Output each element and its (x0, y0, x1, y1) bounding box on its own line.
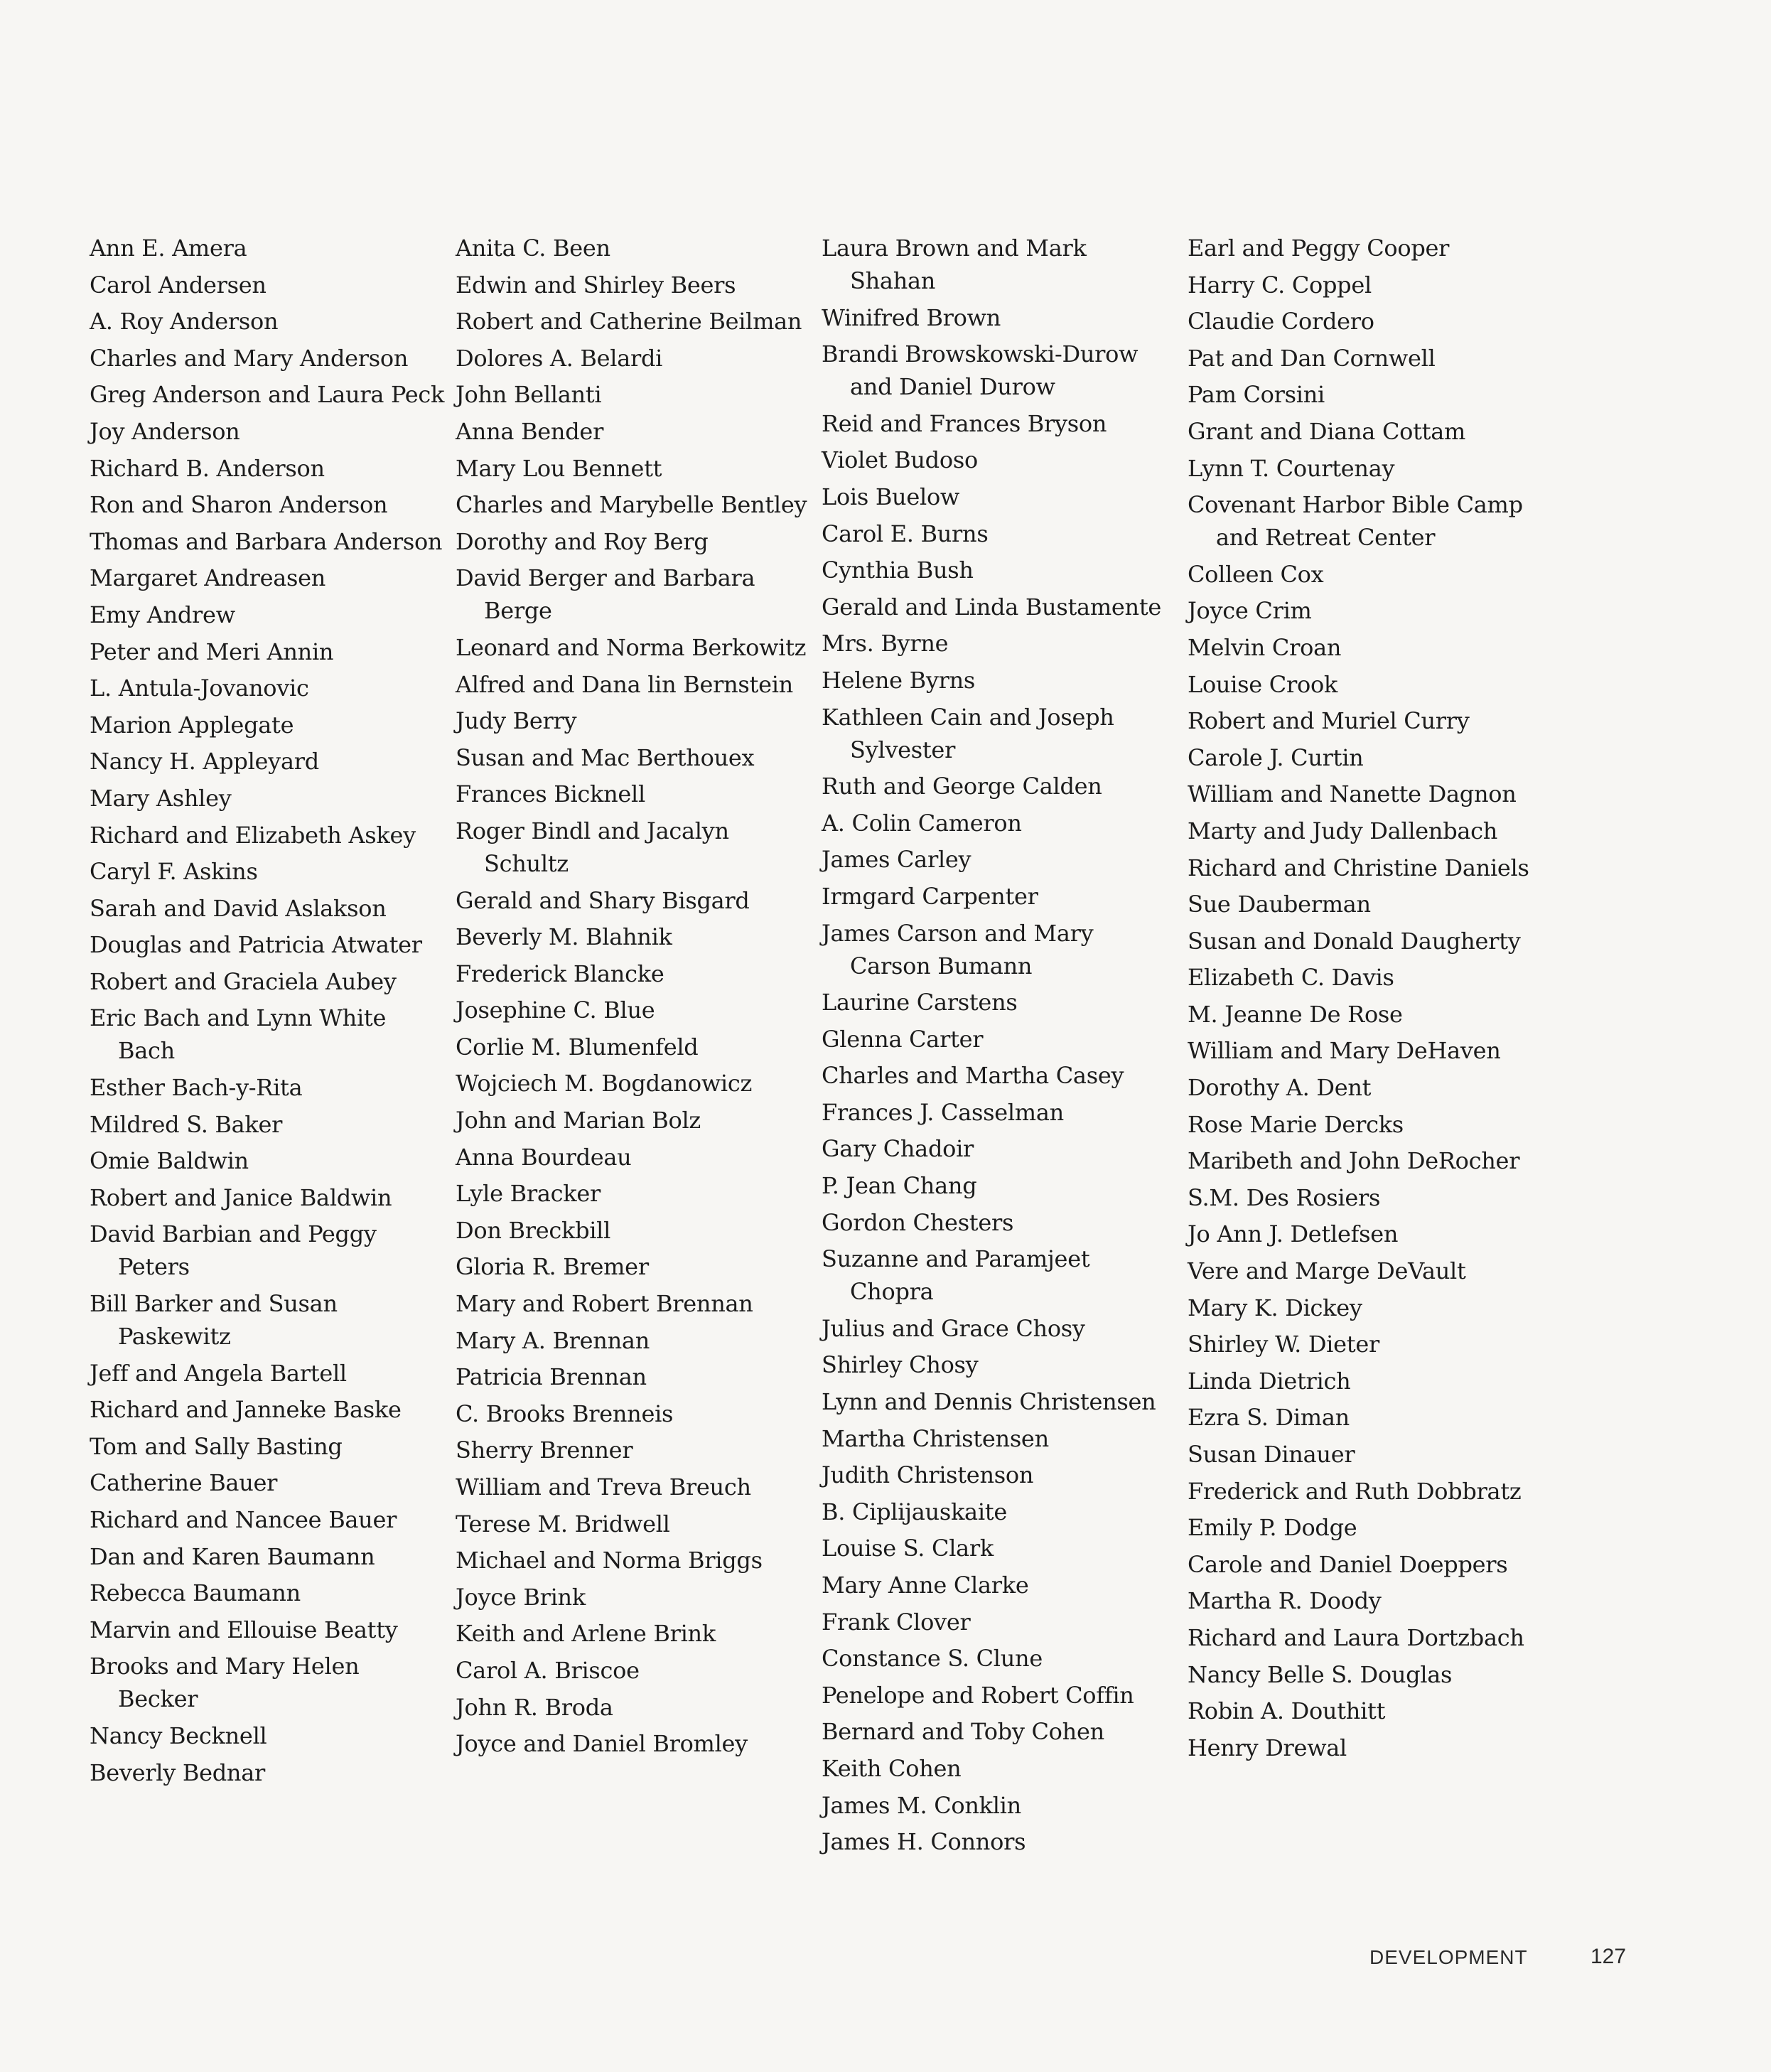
donor-name: Penelope and Robert Coffin (822, 1681, 1134, 1709)
names-column-4 (1188, 232, 1543, 1768)
donor-name: Cynthia Bush (822, 557, 974, 584)
donor-name: Richard and Christine Daniels (1188, 854, 1529, 881)
donor-name: Charles and Marybelle Bentley (456, 491, 807, 519)
donor-name: Gerald and Shary Bisgard (456, 886, 750, 914)
donor-name: Patricia Brennan (456, 1363, 647, 1391)
donor-name: Julius and Grace Chosy (822, 1314, 1085, 1342)
donor-name: Gary Chadoir (822, 1135, 974, 1163)
donor-name: Esther Bach-y-Rita (90, 1074, 303, 1102)
donor-name: Covenant Harbor Bible Camp and Retreat Center (1188, 491, 1523, 552)
donor-name: Thomas and Barbara Anderson (90, 527, 443, 555)
donor-name: A. Colin Cameron (822, 809, 1022, 837)
donor-name: Frances J. Casselman (822, 1098, 1064, 1126)
donor-name: A. Roy Anderson (90, 308, 279, 336)
donor-name: Alfred and Dana lin Bernstein (456, 670, 793, 698)
donor-name: Joyce and Daniel Bromley (456, 1730, 748, 1758)
donor-name: Anna Bender (456, 417, 604, 445)
donor-name: Frances Bicknell (456, 780, 645, 808)
donor-name: Emily P. Dodge (1188, 1514, 1357, 1542)
donor-name: Mary Lou Bennett (456, 454, 662, 482)
donor-name: Lynn T. Courtenay (1188, 454, 1395, 482)
donor-name: Robert and Graciela Aubey (90, 967, 397, 995)
footer-section-label: DEVELOPMENT (1369, 1946, 1528, 1968)
donor-name: Bernard and Toby Cohen (822, 1718, 1104, 1746)
donor-name: Nancy Belle S. Douglas (1188, 1660, 1453, 1688)
donor-name: B. Ciplijauskaite (822, 1498, 1007, 1525)
donor-name: Beverly M. Blahnik (456, 923, 672, 951)
donor-name: Martha R. Doody (1188, 1587, 1382, 1615)
donor-name: Corlie M. Blumenfeld (456, 1033, 699, 1061)
donor-name: Tom and Sally Basting (90, 1432, 343, 1460)
donor-name: Marvin and Ellouise Beatty (90, 1616, 398, 1643)
donor-name: Harry C. Coppel (1188, 271, 1372, 299)
page-number: 127 (1590, 1945, 1627, 1968)
donor-name: Carol E. Burns (822, 520, 989, 547)
donor-name: Jeff and Angela Bartell (90, 1359, 347, 1387)
donor-name: Earl and Peggy Cooper (1188, 235, 1450, 262)
donor-name: Robert and Muriel Curry (1188, 707, 1470, 735)
donor-name: Emy Andrew (90, 601, 235, 628)
donor-name: Charles and Mary Anderson (90, 344, 409, 372)
donor-name: Eric Bach and Lynn White Bach (90, 1004, 387, 1065)
donor-name: Michael and Norma Briggs (456, 1547, 763, 1574)
donor-name: Caryl F. Askins (90, 858, 258, 886)
donor-name: James Carley (822, 846, 971, 874)
donor-name: Lyle Bracker (456, 1180, 601, 1208)
donor-name: Shirley Chosy (822, 1351, 979, 1379)
donor-name: Gerald and Linda Bustamente (822, 593, 1162, 621)
donor-name: Louise Crook (1188, 670, 1337, 698)
donor-name: Dolores A. Belardi (456, 344, 663, 372)
donor-name: Richard and Nancee Bauer (90, 1506, 397, 1533)
donor-name: Charles and Martha Casey (822, 1062, 1124, 1090)
donor-name: Claudie Cordero (1188, 308, 1374, 336)
donor-name: Gordon Chesters (822, 1208, 1014, 1236)
donor-name: James M. Conklin (822, 1791, 1021, 1819)
donor-name: Shirley W. Dieter (1188, 1331, 1379, 1358)
donor-name: Helene Byrns (822, 666, 976, 694)
names-column-3 (822, 232, 1177, 1862)
donor-name: Susan Dinauer (1188, 1441, 1355, 1468)
donor-name: Irmgard Carpenter (822, 882, 1038, 910)
donor-name: Marion Applegate (90, 711, 294, 739)
donor-name: Joy Anderson (90, 417, 240, 445)
donor-name: Nancy H. Appleyard (90, 748, 319, 775)
donor-name: Ann E. Amera (90, 235, 247, 262)
donor-name: Beverly Bednar (90, 1759, 265, 1786)
donor-name: Judy Berry (456, 707, 577, 735)
donor-name: Keith Cohen (822, 1754, 962, 1782)
donor-name: Frederick Blancke (456, 960, 664, 987)
donor-name: Linda Dietrich (1188, 1367, 1351, 1395)
donor-name: Peter and Meri Annin (90, 638, 334, 665)
donor-name: Frank Clover (822, 1608, 971, 1636)
donor-name: Rebecca Baumann (90, 1579, 301, 1607)
donor-name: Laura Brown and Mark Shahan (822, 235, 1087, 294)
donor-name: Omie Baldwin (90, 1147, 249, 1175)
donor-name: Sherry Brenner (456, 1437, 633, 1464)
donor-name: Carol A. Briscoe (456, 1656, 640, 1684)
donor-name: Colleen Cox (1188, 560, 1324, 588)
donor-name: Mildred S. Baker (90, 1110, 283, 1138)
donor-name: Carole J. Curtin (1188, 744, 1364, 771)
donor-name: Vere and Marge DeVault (1188, 1257, 1466, 1285)
donor-name: Lois Buelow (822, 483, 959, 510)
donor-name: Jo Ann J. Detlefsen (1188, 1220, 1399, 1248)
donor-name: Marty and Judy Dallenbach (1188, 817, 1498, 844)
donor-name: C. Brooks Brenneis (456, 1400, 674, 1427)
donor-name: Anna Bourdeau (456, 1143, 632, 1171)
donor-name: Dan and Karen Baumann (90, 1542, 375, 1570)
donor-name: Greg Anderson and Laura Peck (90, 381, 445, 409)
donor-name: P. Jean Chang (822, 1172, 977, 1200)
donor-name: Suzanne and Paramjeet Chopra (822, 1245, 1090, 1306)
donor-name: Mary Ashley (90, 784, 232, 812)
donor-name: Sue Dauberman (1188, 891, 1371, 918)
donor-name: Gloria R. Bremer (456, 1253, 649, 1281)
donor-name: Maribeth and John DeRocher (1188, 1147, 1520, 1175)
donor-name: Pat and Dan Cornwell (1188, 344, 1436, 372)
names-column-2 (456, 232, 811, 1764)
donor-name: Elizabeth C. Davis (1188, 964, 1394, 992)
donor-name: Leonard and Norma Berkowitz (456, 633, 807, 661)
donor-name: Margaret Andreasen (90, 564, 326, 592)
donor-name: L. Antula-Jovanovic (90, 675, 309, 702)
names-column-1 (90, 232, 445, 1793)
donor-name: Edwin and Shirley Beers (456, 271, 736, 299)
donor-name: Mary Anne Clarke (822, 1572, 1029, 1599)
donor-name: William and Nanette Dagnon (1188, 780, 1517, 808)
donor-name: Ruth and George Calden (822, 773, 1102, 800)
donor-name: Richard B. Anderson (90, 454, 325, 482)
donor-name: Henry Drewal (1188, 1734, 1347, 1761)
donor-name: William and Mary DeHaven (1188, 1037, 1501, 1065)
donor-name: Martha Christensen (822, 1424, 1049, 1452)
donor-name: Richard and Laura Dortzbach (1188, 1623, 1524, 1651)
donor-name: Grant and Diana Cottam (1188, 417, 1466, 445)
donor-name: Catherine Bauer (90, 1469, 278, 1497)
donor-name: Constance S. Clune (822, 1645, 1043, 1673)
donor-name: Laurine Carstens (822, 989, 1018, 1016)
donor-name: Anita C. Been (456, 235, 610, 262)
donor-name: Don Breckbill (456, 1216, 611, 1244)
donor-name: Carol Andersen (90, 271, 267, 299)
donor-name: Ron and Sharon Anderson (90, 491, 388, 519)
donor-name: Mary K. Dickey (1188, 1294, 1362, 1321)
donor-name: Ezra S. Diman (1188, 1404, 1350, 1432)
donor-name: John Bellanti (456, 381, 602, 409)
donor-name: David Berger and Barbara Berge (456, 564, 755, 625)
donor-name: John R. Broda (456, 1693, 613, 1721)
donor-name: Violet Budoso (822, 446, 978, 474)
donor-name: Winifred Brown (822, 304, 1001, 331)
donor-name: Robert and Janice Baldwin (90, 1183, 392, 1211)
donor-name: Louise S. Clark (822, 1535, 994, 1562)
donor-name: Mrs. Byrne (822, 630, 949, 657)
donor-name: Pam Corsini (1188, 381, 1325, 409)
donor-name: Roger Bindl and Jacalyn Schultz (456, 817, 729, 877)
donor-name: Mary and Robert Brennan (456, 1290, 753, 1318)
donor-name: Reid and Frances Bryson (822, 409, 1107, 437)
donor-name: Melvin Croan (1188, 633, 1342, 661)
donor-name: Dorothy and Roy Berg (456, 527, 709, 555)
donor-name: Joyce Crim (1188, 597, 1312, 625)
donor-name: Dorothy A. Dent (1188, 1074, 1372, 1102)
donor-name: Susan and Mac Berthouex (456, 744, 755, 771)
donor-name: M. Jeanne De Rose (1188, 1000, 1403, 1028)
donor-name: Carole and Daniel Doeppers (1188, 1550, 1508, 1578)
donor-name: James Carson and Mary Carson Bumann (822, 919, 1094, 979)
donor-name: Terese M. Bridwell (456, 1510, 670, 1537)
donor-name: Joyce Brink (456, 1583, 586, 1611)
donor-name: Josephine C. Blue (456, 997, 655, 1024)
donor-name: Brandi Browskowski-Durow and Daniel Durow (822, 340, 1138, 401)
donor-name: Lynn and Dennis Christensen (822, 1388, 1156, 1416)
donor-name: William and Treva Breuch (456, 1474, 751, 1501)
donor-name: Mary A. Brennan (456, 1326, 650, 1354)
donor-name: Wojciech M. Bogdanowicz (456, 1070, 753, 1097)
donor-name: Robert and Catherine Beilman (456, 308, 802, 336)
donor-name: Brooks and Mary Helen Becker (90, 1653, 360, 1713)
donor-name: Nancy Becknell (90, 1722, 267, 1749)
donor-name: Richard and Janneke Baske (90, 1396, 402, 1424)
donor-name: David Barbian and Peggy Peters (90, 1220, 377, 1281)
donor-name: Keith and Arlene Brink (456, 1620, 716, 1648)
donor-name: Bill Barker and Susan Paskewitz (90, 1290, 338, 1351)
donor-name: Richard and Elizabeth Askey (90, 821, 416, 849)
donor-name: John and Marian Bolz (456, 1107, 701, 1134)
donor-name: Douglas and Patricia Atwater (90, 931, 422, 959)
donor-name: James H. Connors (822, 1828, 1026, 1856)
donor-name: Glenna Carter (822, 1025, 984, 1053)
donor-name: Rose Marie Dercks (1188, 1110, 1404, 1138)
donor-name: Kathleen Cain and Joseph Sylvester (822, 703, 1114, 763)
donor-name: Susan and Donald Daugherty (1188, 927, 1521, 955)
donor-name: Frederick and Ruth Dobbratz (1188, 1477, 1522, 1505)
donor-name: S.M. Des Rosiers (1188, 1183, 1381, 1211)
donor-name: Sarah and David Aslakson (90, 894, 387, 922)
donor-name: Robin A. Douthitt (1188, 1697, 1386, 1725)
donor-name: Judith Christenson (822, 1461, 1034, 1489)
